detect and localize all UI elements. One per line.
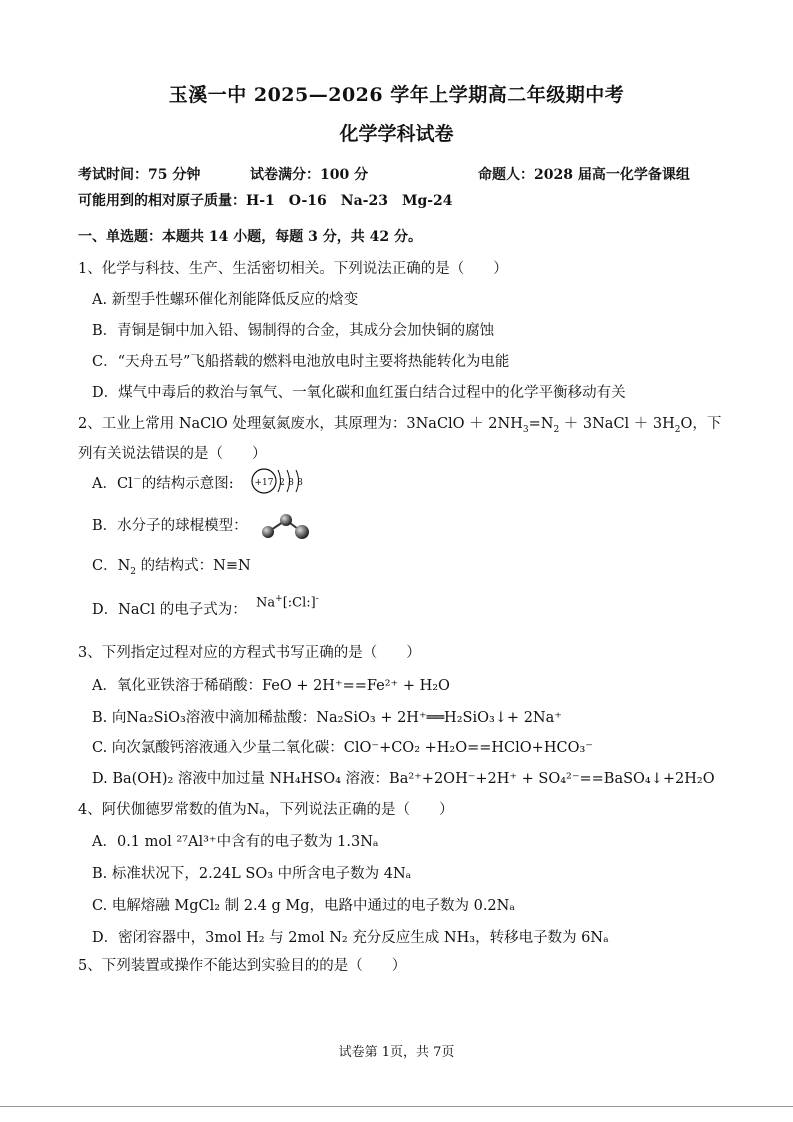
- question-1-stem: 1、化学与科技、生产、生活密切相关。下列说法正确的是（ ）: [78, 261, 508, 277]
- bottom-divider: [0, 1106, 793, 1107]
- question-2-option-c: C．$N_2$ 的结构式：N≡N: [92, 558, 251, 577]
- question-3-stem: 3、下列指定过程对应的方程式书写正确的是（ ）: [78, 645, 421, 661]
- question-4-option-a: A．0.1 mol ²⁷Al³⁺中含有的电子数为 1.3Nₐ: [92, 834, 379, 850]
- exam-time: 考试时间：75 分钟: [78, 167, 201, 183]
- question-2-stem-line2: 列有关说法错误的是（ ）: [78, 446, 267, 462]
- page-title: 玉溪一中 2025—2026 学年上学期高二年级期中考: [168, 84, 625, 106]
- question-1-option-c: C．“天舟五号”飞船搭载的燃料电池放电时主要将热能转化为电能: [92, 354, 510, 370]
- chloride-ion-structure-diagram: [250, 464, 310, 498]
- question-4-option-b: B. 标准状况下，2.24L SO₃ 中所含电子数为 4Nₐ: [92, 866, 412, 882]
- question-3-option-a: A．氧化亚铁溶于稀硝酸：FeO + 2H⁺==Fe²⁺ + H₂O: [92, 678, 450, 694]
- shell-3-electrons: 8: [297, 478, 303, 488]
- question-2-stem-line1: 2、工业上常用 NaClO 处理氨氮废水，其原理为：3NaClO ＋ $2NH_3=N_2$ ＋ 3NaCl ＋ $3H_2O$，下: [78, 416, 722, 435]
- question-4-option-c: C. 电解熔融 MgCl₂ 制 2.4 g Mg，电路中通过的电子数为 0.2Nₐ: [92, 898, 515, 914]
- atomic-masses: 可能用到的相对原子质量：H-1 O-16 Na-23 Mg-24: [78, 193, 453, 209]
- shell-2-electrons: 8: [288, 478, 294, 488]
- question-2-option-d: D．NaCl 的电子式为：: [92, 602, 247, 618]
- question-4-option-d: D．密闭容器中，3mol H₂ 与 2mol N₂ 充分反应生成 NH₃，转移电子数为 6Nₐ: [92, 930, 609, 946]
- exam-score: 试卷满分：100 分: [250, 167, 369, 183]
- question-5-stem: 5、下列装置或操作不能达到实验目的的是（ ）: [78, 958, 407, 974]
- question-3-option-d: D. Ba(OH)₂ 溶液中加过量 NH₄HSO₄ 溶液：Ba²⁺+2OH⁻+2H⁺ + SO₄²⁻==BaSO₄↓+2H₂O: [92, 771, 715, 787]
- question-1-option-a: A. 新型手性螺环催化剂能降低反应的焓变: [92, 292, 359, 308]
- question-3-option-b: B. 向Na₂SiO₃溶液中滴加稀盐酸：Na₂SiO₃ + 2H⁺══H₂SiO₃↓+ 2Na⁺: [92, 710, 562, 726]
- section-heading: 一、单选题：本题共 14 小题，每题 3 分，共 42 分。: [78, 229, 422, 245]
- question-1-option-b: B．青铜是铜中加入铅、锡制得的合金，其成分会加快铜的腐蚀: [92, 323, 495, 339]
- page-footer: 试卷第 1页，共 7页: [338, 1045, 455, 1060]
- nacl-electron-formula: Na+[:Cl:]-: [256, 594, 319, 611]
- question-3-option-c: C. 向次氯酸钙溶液通入少量二氧化碳：ClO⁻+CO₂ +H₂O==HClO+HCO₃⁻: [92, 740, 593, 756]
- question-2-option-a: A．Cl－的结构示意图:: [92, 475, 234, 492]
- question-1-option-d: D．煤气中毒后的救治与氧气、一氧化碳和血红蛋白结合过程中的化学平衡移动有关: [92, 385, 626, 401]
- question-2-option-b: B．水分子的球棍模型：: [92, 518, 248, 534]
- page-subtitle: 化学学科试卷: [339, 123, 454, 145]
- shell-1-electrons: 2: [279, 478, 285, 488]
- question-4-stem: 4、阿伏伽德罗常数的值为Nₐ，下列说法正确的是（ ）: [78, 802, 454, 818]
- exam-author: 命题人：2028 届高一化学备课组: [478, 167, 690, 183]
- nucleus-label: +17: [254, 478, 274, 488]
- water-ball-stick-model: [258, 510, 314, 542]
